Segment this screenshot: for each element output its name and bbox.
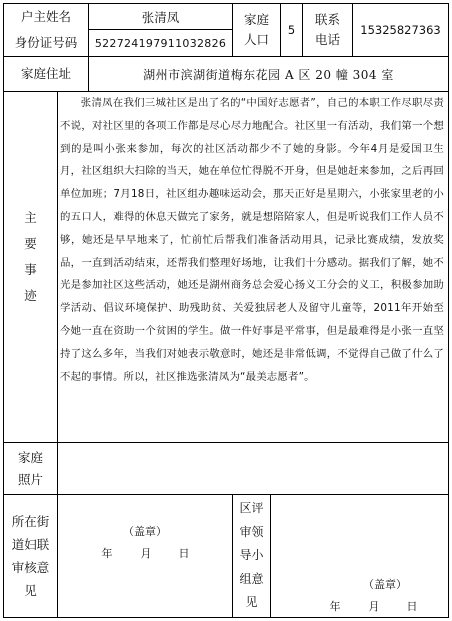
family-photo-area <box>58 443 448 494</box>
district-review-label: 区评 审领 导小 组意 见 <box>239 501 264 610</box>
household-size-value: 5 <box>287 23 296 37</box>
district-review-seal <box>300 575 446 617</box>
district-review-date: 年 月 日 <box>329 600 418 613</box>
phone-label: 联系 电话 <box>314 12 340 47</box>
street-seal-text: （盖章） <box>123 525 167 538</box>
householder-name-label: 户主姓名 <box>20 8 71 24</box>
householder-name-value: 张清凤 <box>141 9 180 25</box>
col-line-review-right <box>270 494 271 618</box>
address-value: 湖州市滨湖街道梅东花园 A 区 20 幢 304 室 <box>143 67 394 82</box>
phone-value: 15325827363 <box>360 23 441 37</box>
id-number-label: 身份证号码 <box>14 34 78 50</box>
household-size-label: 家庭 人口 <box>243 12 269 47</box>
street-review-label: 所在街 道妇联 审核意 见 <box>11 514 50 598</box>
main-deeds-text: 张清凤在我们三城社区是出了名的“中国好志愿者”，自己的本职工作尽职尽责不说，对社区里的各项工作都是尽心尽力地配合。社区里一有活动，我们第一个想到的是叫小张来参加，每次的社区活动都少不了她的身影。今年4月是爱国卫生月，社区组织大扫除的当天，她在单位忙得脱不开身，但是她赶来参加，之后再回单位加班；7月18日，社区组办趣味运动会，那天正好是星期六，小张家里老的小的五口人，难得的休息天做完了家务，就是想陪陪家人，但是听说我们工作人员不够，她还是早早地来了，忙前忙后帮我们准备活动用具，记录比赛成绩，发放奖品，一直到活动结束，还帮我们整理好场地，让我们十分感动。据我们了解，她不光是参加社区这些活动，她还是湖州商务总会爱心扬义工分会的义工，积极参加助学活动、倡议环境保护、助残助贫、关爱独居老人及留守儿童等，2011年开始至今她一直在资助一个贫困的学生。做一件好事是平常事，但是最难得是小张一直坚持了这么多年，当我们对她表示敬意时，她还是非常低调，不觉得自己做了什么了不起的事情。所以，社区推选张清凤为“最美志愿者”。 <box>60 97 444 383</box>
street-review-seal <box>58 522 232 564</box>
family-photo-label: 家庭 照片 <box>17 449 43 487</box>
row-line-4 <box>3 494 449 495</box>
address-label: 家庭住址 <box>20 66 71 81</box>
district-seal-text: （盖章） <box>363 578 407 591</box>
id-number-value: 522724197911032826 <box>94 36 227 50</box>
main-deeds-label: 主 要 事 迹 <box>24 210 37 303</box>
street-review-date: 年 月 日 <box>101 547 190 560</box>
